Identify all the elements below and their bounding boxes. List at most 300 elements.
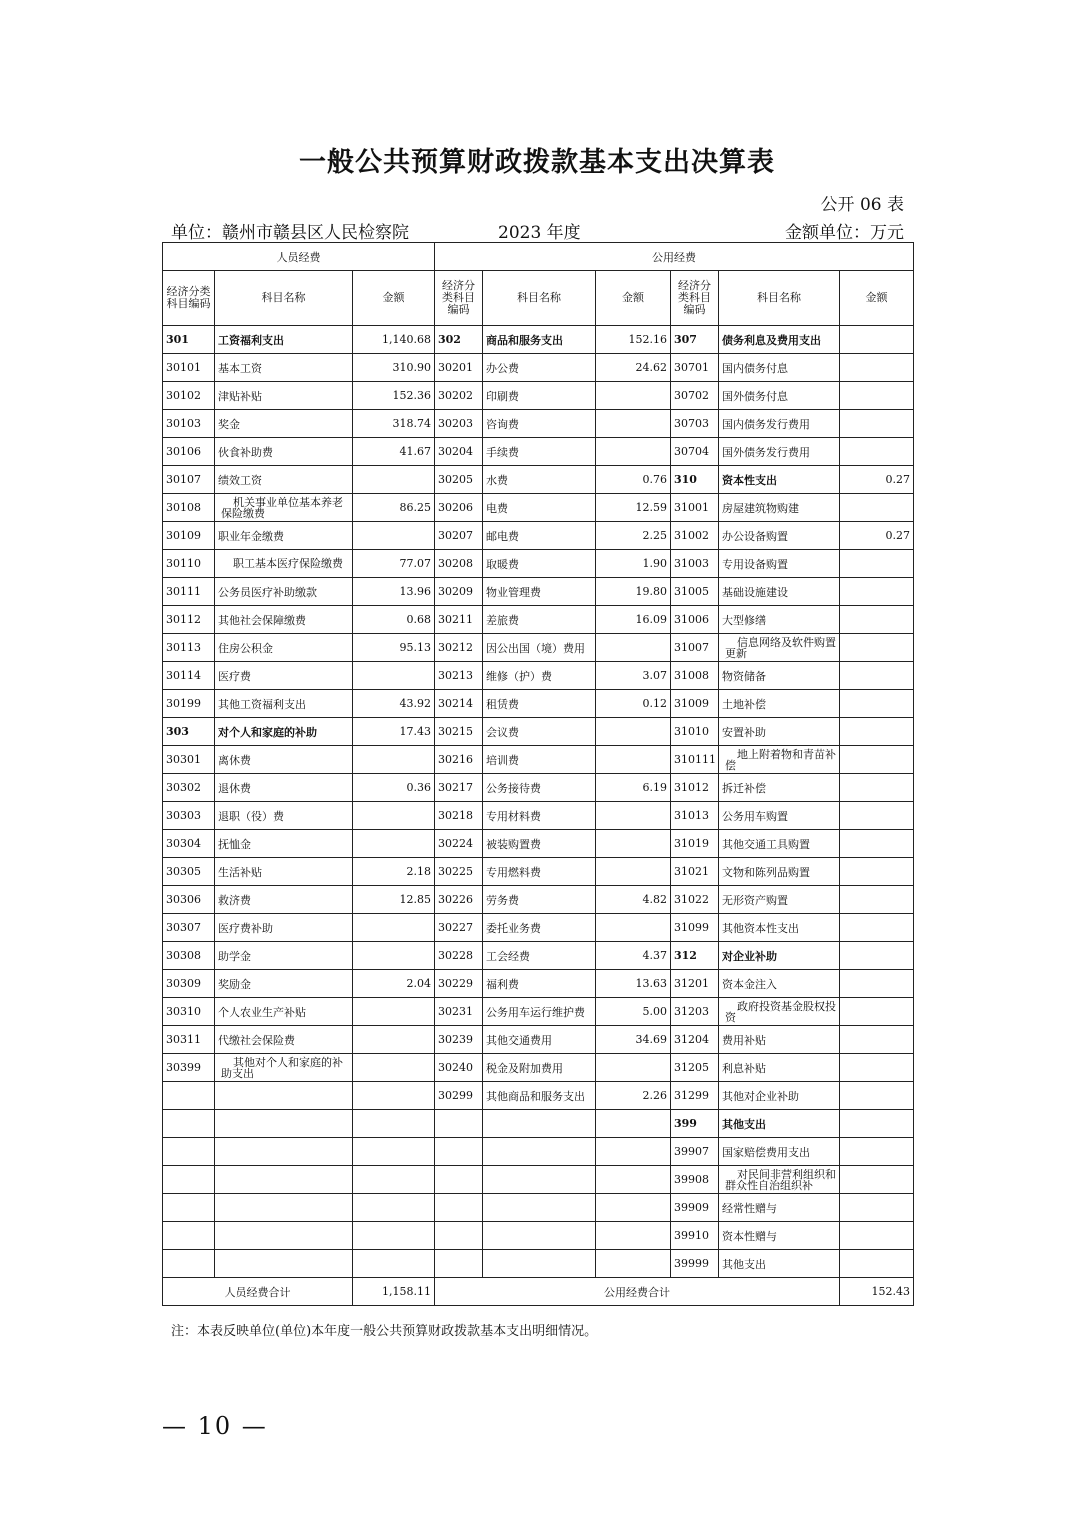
name-cell: 绩效工资 <box>215 466 353 494</box>
name-cell: 信息网络及软件购置更新 <box>719 634 840 662</box>
amount-cell: 4.37 <box>596 942 671 970</box>
amount-cell <box>840 942 914 970</box>
name-cell: 手续费 <box>483 438 596 466</box>
amount-cell <box>353 1026 435 1054</box>
amount-cell: 0.27 <box>840 522 914 550</box>
name-cell: 委托业务费 <box>483 914 596 942</box>
name-cell: 取暖费 <box>483 550 596 578</box>
code-cell: 303 <box>163 718 215 746</box>
table-row <box>163 438 914 466</box>
amount-cell <box>596 382 671 410</box>
amount-cell <box>596 746 671 774</box>
code-cell: 31022 <box>671 886 719 914</box>
amount-cell: 13.63 <box>596 970 671 998</box>
code-cell: 39999 <box>671 1250 719 1278</box>
name-cell: 商品和服务支出 <box>483 326 596 354</box>
name-cell: 基础设施建设 <box>719 578 840 606</box>
table-row <box>163 886 914 914</box>
name-cell <box>483 1194 596 1222</box>
name-cell: 公务用车运行维护费 <box>483 998 596 1026</box>
code-cell <box>435 1166 483 1194</box>
table-row <box>163 606 914 634</box>
table-row <box>163 410 914 438</box>
amount-cell: 2.26 <box>596 1082 671 1110</box>
code-cell: 30228 <box>435 942 483 970</box>
name-cell: 咨询费 <box>483 410 596 438</box>
name-cell: 公务接待费 <box>483 774 596 802</box>
name-cell: 退职（役）费 <box>215 802 353 830</box>
name-cell: 国外债务发行费用 <box>719 438 840 466</box>
code-cell <box>163 1082 215 1110</box>
code-cell: 31010 <box>671 718 719 746</box>
name-cell: 对企业补助 <box>719 942 840 970</box>
name-cell: 差旅费 <box>483 606 596 634</box>
code-cell: 30211 <box>435 606 483 634</box>
amount-cell: 6.19 <box>596 774 671 802</box>
amount-cell <box>840 354 914 382</box>
amount-cell <box>840 1082 914 1110</box>
amount-cell: 12.59 <box>596 494 671 522</box>
name-cell: 抚恤金 <box>215 830 353 858</box>
amount-cell: 3.07 <box>596 662 671 690</box>
name-cell <box>483 1166 596 1194</box>
code-cell: 310111 <box>671 746 719 774</box>
name-cell: 生活补贴 <box>215 858 353 886</box>
name-header: 科目名称 <box>215 271 353 326</box>
table-row <box>163 354 914 382</box>
name-cell: 国内债务付息 <box>719 354 840 382</box>
code-cell <box>163 1138 215 1166</box>
name-cell: 地上附着物和青苗补偿 <box>719 746 840 774</box>
name-header: 科目名称 <box>483 271 596 326</box>
name-cell: 国外债务付息 <box>719 382 840 410</box>
amount-cell <box>353 1166 435 1194</box>
name-cell: 工会经费 <box>483 942 596 970</box>
code-cell: 30303 <box>163 802 215 830</box>
code-cell <box>163 1166 215 1194</box>
amount-header: 金额 <box>353 271 435 326</box>
code-cell: 30103 <box>163 410 215 438</box>
code-cell: 30304 <box>163 830 215 858</box>
table-row <box>163 998 914 1026</box>
code-cell: 39907 <box>671 1138 719 1166</box>
name-cell: 专用材料费 <box>483 802 596 830</box>
name-cell: 其他交通费用 <box>483 1026 596 1054</box>
code-cell: 30239 <box>435 1026 483 1054</box>
table-row <box>163 1166 914 1194</box>
name-cell <box>215 1166 353 1194</box>
table-row <box>163 802 914 830</box>
code-cell <box>435 1138 483 1166</box>
amount-cell <box>840 746 914 774</box>
amount-cell: 86.25 <box>353 494 435 522</box>
name-cell: 物业管理费 <box>483 578 596 606</box>
table-row <box>163 494 914 522</box>
amount-cell: 34.69 <box>596 1026 671 1054</box>
amount-cell: 95.13 <box>353 634 435 662</box>
name-cell: 其他支出 <box>719 1250 840 1278</box>
name-cell: 个人农业生产补贴 <box>215 998 353 1026</box>
amount-cell <box>353 466 435 494</box>
table-row <box>163 326 914 354</box>
table-row <box>163 1082 914 1110</box>
table-row <box>163 466 914 494</box>
name-cell <box>483 1222 596 1250</box>
name-cell: 拆迁补偿 <box>719 774 840 802</box>
amount-cell <box>353 1054 435 1082</box>
amount-cell <box>596 718 671 746</box>
amount-cell <box>353 914 435 942</box>
amount-cell: 152.16 <box>596 326 671 354</box>
table-row <box>163 718 914 746</box>
code-cell: 399 <box>671 1110 719 1138</box>
amount-cell <box>596 634 671 662</box>
amount-cell: 5.00 <box>596 998 671 1026</box>
amount-cell <box>840 1054 914 1082</box>
code-cell: 31201 <box>671 970 719 998</box>
name-cell: 利息补贴 <box>719 1054 840 1082</box>
code-cell: 31013 <box>671 802 719 830</box>
name-cell: 助学金 <box>215 942 353 970</box>
amount-cell <box>840 1250 914 1278</box>
code-cell: 31021 <box>671 858 719 886</box>
name-cell: 其他对企业补助 <box>719 1082 840 1110</box>
amount-cell <box>353 1138 435 1166</box>
code-cell: 31002 <box>671 522 719 550</box>
code-cell: 30227 <box>435 914 483 942</box>
name-cell: 其他资本性支出 <box>719 914 840 942</box>
public-total-label: 公用经费合计 <box>435 1278 840 1306</box>
name-cell: 办公费 <box>483 354 596 382</box>
code-cell: 30108 <box>163 494 215 522</box>
table-row <box>163 1222 914 1250</box>
code-cell <box>435 1222 483 1250</box>
name-cell <box>483 1110 596 1138</box>
amount-cell <box>596 1194 671 1222</box>
code-cell: 307 <box>671 326 719 354</box>
name-cell <box>215 1222 353 1250</box>
name-cell: 对民间非营利组织和群众性自治组织补 <box>719 1166 840 1194</box>
amount-cell <box>840 550 914 578</box>
amount-cell <box>840 690 914 718</box>
amount-cell: 41.67 <box>353 438 435 466</box>
name-cell: 文物和陈列品购置 <box>719 858 840 886</box>
amount-cell <box>840 1166 914 1194</box>
code-cell: 30101 <box>163 354 215 382</box>
name-cell: 税金及附加费用 <box>483 1054 596 1082</box>
public-header: 公用经费 <box>435 243 914 271</box>
name-cell: 基本工资 <box>215 354 353 382</box>
amount-cell: 43.92 <box>353 690 435 718</box>
name-header: 科目名称 <box>719 271 840 326</box>
amount-cell: 24.62 <box>596 354 671 382</box>
code-cell: 30213 <box>435 662 483 690</box>
code-cell: 30199 <box>163 690 215 718</box>
amount-cell: 16.09 <box>596 606 671 634</box>
code-cell: 30306 <box>163 886 215 914</box>
code-cell: 30113 <box>163 634 215 662</box>
code-cell: 30208 <box>435 550 483 578</box>
code-cell: 31099 <box>671 914 719 942</box>
code-cell: 30214 <box>435 690 483 718</box>
table-row <box>163 1194 914 1222</box>
name-cell: 资本性支出 <box>719 466 840 494</box>
name-cell: 专用设备购置 <box>719 550 840 578</box>
name-cell: 资本金注入 <box>719 970 840 998</box>
amount-cell <box>353 998 435 1026</box>
name-cell: 安置补助 <box>719 718 840 746</box>
amount-cell <box>840 634 914 662</box>
code-cell: 30202 <box>435 382 483 410</box>
code-cell: 31204 <box>671 1026 719 1054</box>
code-cell: 31003 <box>671 550 719 578</box>
name-cell: 培训费 <box>483 746 596 774</box>
amount-cell <box>840 914 914 942</box>
amount-cell <box>353 1222 435 1250</box>
code-header: 经济分类科目编码 <box>435 271 483 326</box>
name-cell: 电费 <box>483 494 596 522</box>
name-cell: 因公出国（境）费用 <box>483 634 596 662</box>
table-row <box>163 830 914 858</box>
table-row <box>163 746 914 774</box>
code-cell: 39910 <box>671 1222 719 1250</box>
code-cell <box>163 1222 215 1250</box>
code-cell: 30203 <box>435 410 483 438</box>
footnote: 注：本表反映单位(单位)本年度一般公共预算财政拨款基本支出明细情况。 <box>171 1324 598 1339</box>
name-cell: 其他社会保障缴费 <box>215 606 353 634</box>
amount-cell <box>353 746 435 774</box>
amount-cell: 310.90 <box>353 354 435 382</box>
name-cell: 资本性赠与 <box>719 1222 840 1250</box>
code-cell: 30229 <box>435 970 483 998</box>
name-cell: 职工基本医疗保险缴费 <box>215 550 353 578</box>
code-header: 经济分类科目编码 <box>163 271 215 326</box>
code-cell: 30109 <box>163 522 215 550</box>
name-cell <box>215 1194 353 1222</box>
name-cell: 津贴补贴 <box>215 382 353 410</box>
code-cell: 30209 <box>435 578 483 606</box>
code-cell: 30307 <box>163 914 215 942</box>
code-cell: 30310 <box>163 998 215 1026</box>
amount-cell <box>840 830 914 858</box>
code-cell: 30225 <box>435 858 483 886</box>
amount-cell <box>840 382 914 410</box>
amount-cell <box>840 858 914 886</box>
code-cell: 30703 <box>671 410 719 438</box>
code-cell: 30206 <box>435 494 483 522</box>
code-cell <box>163 1250 215 1278</box>
name-cell: 大型修缮 <box>719 606 840 634</box>
name-cell: 物资储备 <box>719 662 840 690</box>
code-cell <box>435 1194 483 1222</box>
amount-cell <box>596 1250 671 1278</box>
public-total-value: 152.43 <box>840 1278 914 1306</box>
code-header: 经济分类科目编码 <box>671 271 719 326</box>
amount-cell <box>596 1054 671 1082</box>
amount-cell: 2.25 <box>596 522 671 550</box>
page-number: — 10 — <box>162 1412 268 1440</box>
amount-cell <box>840 970 914 998</box>
name-cell: 工资福利支出 <box>215 326 353 354</box>
code-cell: 39909 <box>671 1194 719 1222</box>
code-cell: 30102 <box>163 382 215 410</box>
amount-cell: 12.85 <box>353 886 435 914</box>
code-cell: 31005 <box>671 578 719 606</box>
amount-cell: 1.90 <box>596 550 671 578</box>
amount-cell <box>353 522 435 550</box>
amount-cell <box>840 438 914 466</box>
name-cell: 奖金 <box>215 410 353 438</box>
amount-cell <box>840 1026 914 1054</box>
code-cell <box>163 1110 215 1138</box>
code-cell: 301 <box>163 326 215 354</box>
name-cell: 代缴社会保险费 <box>215 1026 353 1054</box>
expenditure-table <box>162 242 914 1306</box>
amount-cell: 2.04 <box>353 970 435 998</box>
amount-cell <box>596 1138 671 1166</box>
amount-cell <box>596 914 671 942</box>
code-cell: 30212 <box>435 634 483 662</box>
amount-cell <box>353 1110 435 1138</box>
code-cell: 30204 <box>435 438 483 466</box>
amount-cell <box>596 802 671 830</box>
name-cell: 政府投资基金股权投资 <box>719 998 840 1026</box>
name-cell: 其他交通工具购置 <box>719 830 840 858</box>
code-cell: 302 <box>435 326 483 354</box>
amount-cell <box>353 802 435 830</box>
name-cell: 伙食补助费 <box>215 438 353 466</box>
amount-cell <box>353 1082 435 1110</box>
name-cell: 水费 <box>483 466 596 494</box>
year-label: 2023 年度 <box>498 223 581 243</box>
name-cell: 印刷费 <box>483 382 596 410</box>
table-row <box>163 634 914 662</box>
name-cell: 债务利息及费用支出 <box>719 326 840 354</box>
code-cell: 30308 <box>163 942 215 970</box>
amount-cell <box>596 1222 671 1250</box>
code-cell: 31009 <box>671 690 719 718</box>
personnel-header: 人员经费 <box>163 243 435 271</box>
code-cell: 30217 <box>435 774 483 802</box>
code-cell: 31203 <box>671 998 719 1026</box>
code-cell: 310 <box>671 466 719 494</box>
amount-cell <box>353 1194 435 1222</box>
personnel-total-label: 人员经费合计 <box>163 1278 353 1306</box>
amount-cell: 77.07 <box>353 550 435 578</box>
amount-cell <box>596 410 671 438</box>
code-cell: 30701 <box>671 354 719 382</box>
amount-cell <box>353 942 435 970</box>
name-cell: 其他对个人和家庭的补助支出 <box>215 1054 353 1082</box>
code-cell: 30704 <box>671 438 719 466</box>
amount-cell: 0.76 <box>596 466 671 494</box>
name-cell <box>483 1250 596 1278</box>
amount-cell <box>353 830 435 858</box>
amount-cell: 0.12 <box>596 690 671 718</box>
name-cell: 办公设备购置 <box>719 522 840 550</box>
amount-cell: 17.43 <box>353 718 435 746</box>
amount-cell <box>353 662 435 690</box>
table-row <box>163 970 914 998</box>
name-cell: 福利费 <box>483 970 596 998</box>
code-cell: 31012 <box>671 774 719 802</box>
amount-cell <box>596 1110 671 1138</box>
page-title: 一般公共预算财政拨款基本支出决算表 <box>299 147 775 178</box>
amount-cell: 152.36 <box>353 382 435 410</box>
name-cell: 邮电费 <box>483 522 596 550</box>
table-row <box>163 1138 914 1166</box>
amount-cell <box>840 1222 914 1250</box>
amount-cell: 318.74 <box>353 410 435 438</box>
code-cell: 30218 <box>435 802 483 830</box>
table-row <box>163 1054 914 1082</box>
name-cell: 被装购置费 <box>483 830 596 858</box>
code-cell: 31001 <box>671 494 719 522</box>
amount-header: 金额 <box>596 271 671 326</box>
code-cell: 30299 <box>435 1082 483 1110</box>
amount-cell: 0.68 <box>353 606 435 634</box>
amount-cell <box>840 1138 914 1166</box>
name-cell: 专用燃料费 <box>483 858 596 886</box>
table-row <box>163 774 914 802</box>
code-cell: 30231 <box>435 998 483 1026</box>
code-cell: 30305 <box>163 858 215 886</box>
code-cell: 30216 <box>435 746 483 774</box>
name-cell: 费用补贴 <box>719 1026 840 1054</box>
code-cell: 30240 <box>435 1054 483 1082</box>
table-row <box>163 578 914 606</box>
name-cell: 国家赔偿费用支出 <box>719 1138 840 1166</box>
form-number: 公开 06 表 <box>820 195 904 215</box>
amount-cell: 1,140.68 <box>353 326 435 354</box>
name-cell: 国内债务发行费用 <box>719 410 840 438</box>
name-cell: 公务员医疗补助缴款 <box>215 578 353 606</box>
table-row <box>163 858 914 886</box>
name-cell: 救济费 <box>215 886 353 914</box>
name-cell: 其他工资福利支出 <box>215 690 353 718</box>
amount-cell: 2.18 <box>353 858 435 886</box>
code-cell: 30114 <box>163 662 215 690</box>
name-cell: 维修（护）费 <box>483 662 596 690</box>
name-cell: 公务用车购置 <box>719 802 840 830</box>
code-cell: 31299 <box>671 1082 719 1110</box>
name-cell: 土地补偿 <box>719 690 840 718</box>
amount-cell <box>840 1110 914 1138</box>
code-cell: 30301 <box>163 746 215 774</box>
code-cell: 30110 <box>163 550 215 578</box>
amount-cell <box>840 1194 914 1222</box>
code-cell: 31007 <box>671 634 719 662</box>
name-cell <box>483 1138 596 1166</box>
personnel-total-value: 1,158.11 <box>353 1278 435 1306</box>
amount-cell <box>840 998 914 1026</box>
name-cell <box>215 1110 353 1138</box>
amount-cell <box>596 1166 671 1194</box>
code-cell: 30107 <box>163 466 215 494</box>
name-cell <box>215 1250 353 1278</box>
name-cell: 无形资产购置 <box>719 886 840 914</box>
amount-cell <box>596 438 671 466</box>
code-cell: 31019 <box>671 830 719 858</box>
code-cell: 30205 <box>435 466 483 494</box>
name-cell: 租赁费 <box>483 690 596 718</box>
code-cell <box>435 1110 483 1138</box>
money-unit-label: 金额单位：万元 <box>785 223 904 243</box>
code-cell: 39908 <box>671 1166 719 1194</box>
name-cell: 医疗费 <box>215 662 353 690</box>
table-row <box>163 942 914 970</box>
name-cell: 退休费 <box>215 774 353 802</box>
